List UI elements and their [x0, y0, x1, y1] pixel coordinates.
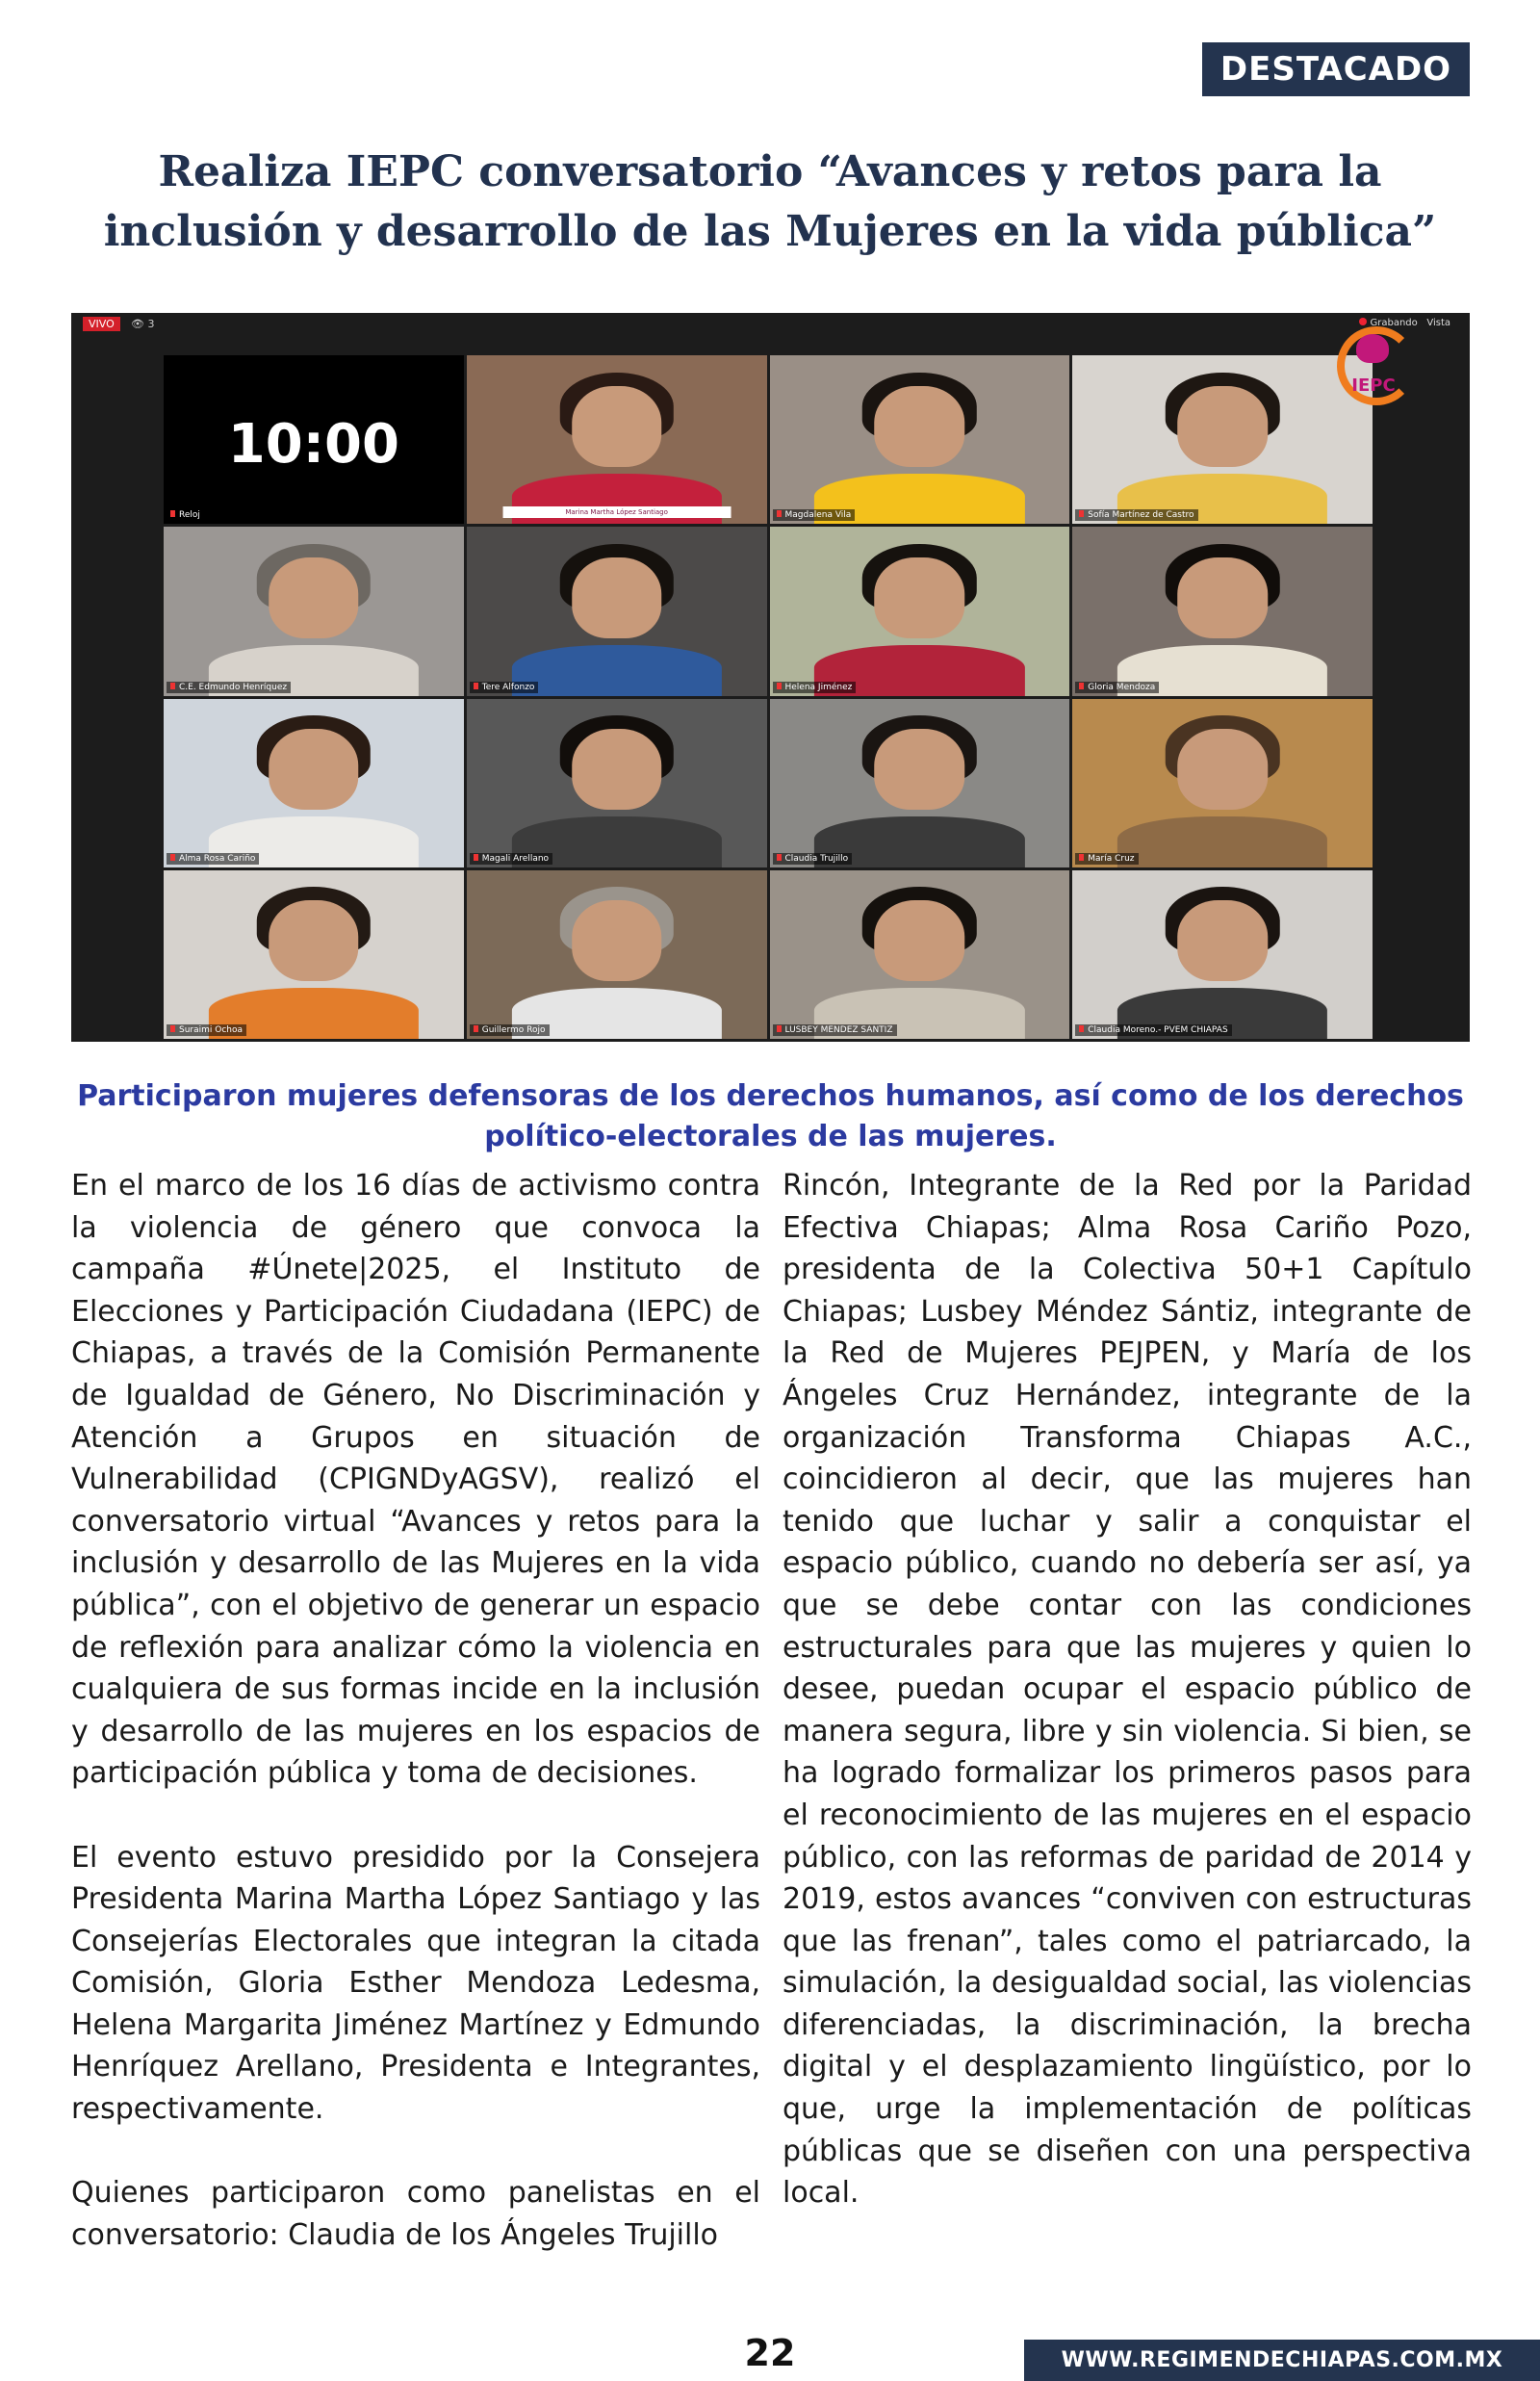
viewers-count: 👁 3 — [131, 318, 155, 330]
participant-name: Magdalena Vila — [773, 509, 856, 521]
body-paragraph: Rincón, Integrante de la Red por la Paridad Efectiva Chiapas; Alma Rosa Cariño Pozo, presidenta de la Colectiva 50+1 Capítulo Chiapas; Lusbey Méndez Sántiz, integrante de la Red de Mujeres PEJPEN, y María de los Ángeles Cruz Hernández, integrante de la organización Transforma Chiapas A.C., coincidieron al decir, que las mujeres han tenido que luchar y salir a conquistar el espacio público, cuando no debería ser así, ya que se debe contar con las condiciones estructurales para que las mujeres y quien lo desee, puedan ocupar el espacio público de manera segura, libre y sin violencia. Si bien, se ha logrado formalizar los primeros pasos para el reconocimiento de las mujeres en el espacio público, con las reformas de paridad de 2014 y 2019, estos avances “conviven con estructuras que las frenan”, tales como el patriarcado, la simulación, la desigualdad social, las violencias diferenciadas, la discriminación, la brecha digital y el desplazamiento lingüístico, por lo que, urge la implementación de políticas públicas que se diseñen con una perspectiva local. — [783, 1169, 1472, 2211]
participant-tile — [1072, 870, 1373, 1039]
view-label: Vista — [1426, 318, 1450, 328]
person-face — [572, 729, 662, 810]
participant-name: Claudia Moreno.- PVEM CHIAPAS — [1075, 1024, 1231, 1036]
countdown-clock: 10:00 — [227, 412, 399, 476]
person-face — [269, 900, 359, 981]
participant-tile — [467, 870, 767, 1039]
person-body — [512, 645, 722, 696]
participant-name: Gloria Mendoza — [1075, 682, 1159, 693]
person-face — [875, 386, 965, 467]
iepc-logo — [1327, 323, 1420, 409]
participant-name: Tere Alfonzo — [470, 682, 539, 693]
person-face — [1177, 900, 1268, 981]
viewers-value: 3 — [147, 318, 155, 330]
body-paragraph: Quienes participaron como panelistas en el conversatorio: Claudia de los Ángeles Trujillo — [71, 2176, 760, 2252]
body-column-right — [783, 1165, 1472, 2214]
live-badge: VIVO — [83, 317, 120, 331]
participant-tile — [164, 699, 464, 867]
person-face — [1177, 386, 1268, 467]
conference-photo — [71, 313, 1470, 1042]
participant-tile — [1072, 699, 1373, 867]
participant-tile — [770, 870, 1070, 1039]
person-face — [572, 900, 662, 981]
presenter-lower-third: Marina Martha López Santiago — [502, 506, 731, 518]
participant-name: C.E. Edmundo Henríquez — [167, 682, 291, 693]
person-face — [1177, 557, 1268, 638]
participant-tile — [164, 870, 464, 1039]
person-face — [1177, 729, 1268, 810]
participant-tile — [467, 527, 767, 695]
participant-tile — [467, 699, 767, 867]
body-paragraph: El evento estuvo presidido por la Consejera Presidenta Marina Martha López Santiago y las Consejerías Electorales que integran la citada Comisión, Gloria Esther Mendoza Ledesma, Helena Margarita Jiménez Martínez y Edmundo Henríquez Arellano, Presidenta e Integrantes, respectivamente. — [71, 1840, 760, 2127]
body-paragraph: En el marco de los 16 días de activismo contra la violencia de género que convoca la campaña #Únete|2025, el Instituto de Elecciones y Participación Ciudadana (IEPC) de Chiapas, a través de la Comisión Permanente de Igualdad de Género, No Discriminación y Atención a Grupos en situación de Vulnerabilidad (CPIGNDyAGSV), realizó el conversatorio virtual “Avances y retos para la inclusión y desarrollo de las Mujeres en la vida pública”, con el objetivo de generar un espacio de reflexión para analizar cómo la violencia en cualquiera de sus formas incide en la inclusión y desarrollo de las mujeres en los espacios de participación pública y toma de decisiones. — [71, 1169, 760, 1791]
meeting-topbar — [71, 313, 1470, 336]
participant-tile — [770, 355, 1070, 524]
participant-tile — [1072, 527, 1373, 695]
participant-tile — [164, 527, 464, 695]
logo-text: IEPC — [1351, 375, 1396, 396]
person-body — [1117, 816, 1327, 867]
participant-name: Helena Jiménez — [773, 682, 857, 693]
participant-name: Guillermo Rojo — [470, 1024, 550, 1036]
person-face — [269, 557, 359, 638]
photo-caption: Participaron mujeres defensoras de los derechos humanos, así como de los derechos político-electorales de las mujeres. — [77, 1079, 1464, 1153]
page-number: 22 — [744, 2332, 796, 2374]
person-face — [572, 557, 662, 638]
participant-name: Alma Rosa Cariño — [167, 853, 259, 865]
logo-tree-icon — [1356, 334, 1389, 363]
person-face — [875, 900, 965, 981]
participant-name: Sofía Martínez de Castro — [1075, 509, 1197, 521]
body-column-left — [71, 1165, 760, 2256]
website-footer: WWW.REGIMENDECHIAPAS.COM.MX — [1024, 2340, 1540, 2381]
participant-tile — [770, 699, 1070, 867]
person-face — [269, 729, 359, 810]
participant-name: Reloj — [167, 509, 204, 521]
participant-name: Magali Arellano — [470, 853, 552, 865]
recording-label: Grabando — [1370, 318, 1418, 328]
participant-grid — [164, 355, 1373, 1039]
person-face — [875, 557, 965, 638]
section-badge: DESTACADO — [1202, 42, 1470, 96]
person-face — [875, 729, 965, 810]
clock-tile — [164, 355, 464, 524]
participant-name: Suraimi Ochoa — [167, 1024, 246, 1036]
title-line-1: Realiza IEPC conversatorio “Avances y retos para la — [158, 147, 1382, 196]
title-line-2: inclusión y desarrollo de las Mujeres en la vida pública” — [103, 207, 1437, 256]
participant-tile — [770, 527, 1070, 695]
participant-name: LUSBEY MENDEZ SANTIZ — [773, 1024, 897, 1036]
article-title — [77, 142, 1463, 262]
person-face — [572, 386, 662, 467]
participant-name: María Cruz — [1075, 853, 1138, 865]
participant-name: Claudia Trujillo — [773, 853, 853, 865]
participant-tile — [467, 355, 767, 524]
